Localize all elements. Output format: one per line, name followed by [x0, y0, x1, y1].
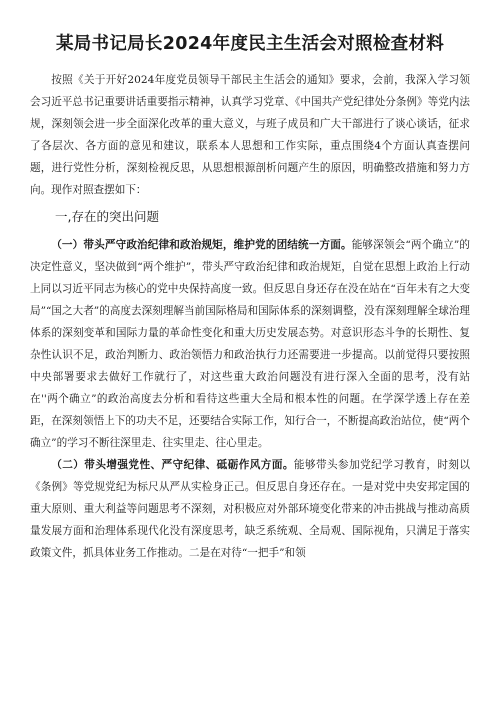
intro-paragraph: 按照《关于开好2024年度党员领导干部民主生活会的通知》要求，会前，我深入学习领会习近平总书记重要讲话重要指示精神，认真学习党章、《中国共产党纪律处分条例》等党内法规，深刻领会进一步全面深化改革的重大意义，与班子成员和广大干部进行了谈心谈话，征求了各层次、各方面的意见和建议，联系本人思想和工作实际，重点围绕4个方面认真查摆问题，进行党性分析，深刻检视反思，从思想根源剖析问题产生的原因，明确整改措施和努力方向。现作对照查摆如下：	[30, 74, 470, 196]
item-1-heading: （一）带头严守政治纪律和政治规矩，维护党的团结统一方面。	[51, 239, 352, 251]
section-heading-problems: 一,存在的突出问题	[55, 209, 159, 224]
document-page	[30, 32, 470, 564]
document-title: 某局书记局长2024年度民主生活会对照检查材料	[55, 34, 445, 54]
item-2-heading: （二）带头增强党性、严守纪律、砥砺作风方面。	[51, 459, 294, 471]
item-2-paragraph	[30, 454, 470, 564]
item-2-body: 能够带头参加党纪学习教育，时刻以《条例》等党规党纪为标尺从严从实检身正己。但反思自身还存在。一是对党中央安邦定国的重大原则、重大利益等问题思考不深刻，对积极应对外部环境变化带来的冲击挑战与推动高质量发展方面和治理体系现代化没有深度思考，缺乏系统观、全局观、国际视角，只满足于落实政策文件，抓具体业务工作推动。二是在对待“一把手”和领	[30, 459, 471, 559]
item-1-paragraph	[30, 234, 470, 454]
item-1-body: 能够深领会“两个确立”的决定性意义，坚决做到“两个维护”，带头严守政治纪律和政治规矩，自觉在思想上政治上行动上同以习近平同志为核心的党中央保持高度一致。但反思自身还存在没在站在“百年未有之大变局”“国之大者”的高度去深刻理解当前国际格局和国际体系的深刻调整，没有深刻理解全球治理体系的深刻变革和国际力量的革命性变化和重大历史发展态势。对意识形态斗争的长期性、复杂性认识不足，政治判断力、政治领悟力和政治执行力还需要进一步提高。以前觉得只要按照中央部署要求去做好工作就行了，对这些重大政治问题没有进行深入全面的思考，没有站在''两个确立”的政治高度去分析和看待这些重大全局和根本性的问题。在学深学透上存在差距，在深刻领悟上下的功夫不足，还要结合实际工作，知行合一，不断提高政治站位，使“两个确立”的学习不断往深里走、往实里走、往心里走。	[30, 239, 470, 449]
